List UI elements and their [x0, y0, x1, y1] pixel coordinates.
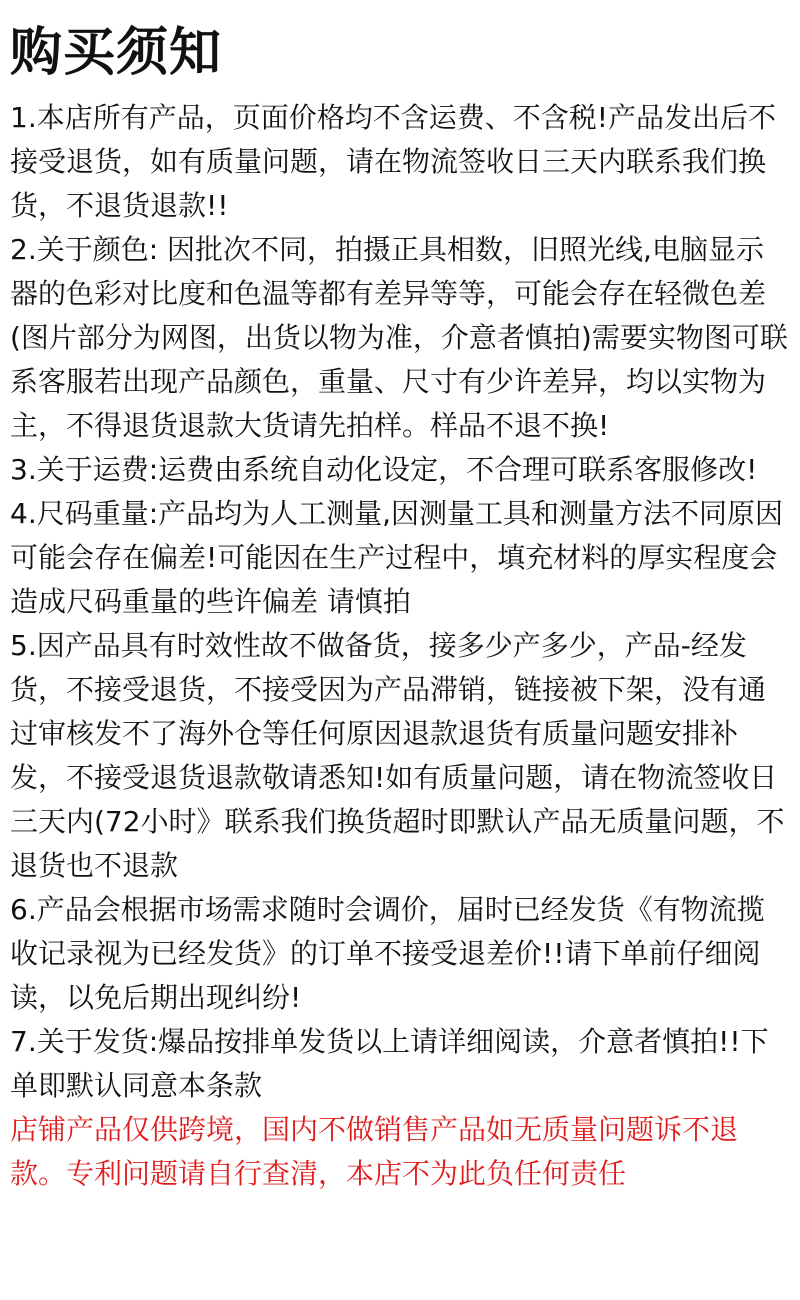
notice-item-7: 7.关于发货:爆品按排单发货以上请详细阅读，介意者慎拍!!下单即默认同意本条款	[10, 1025, 769, 1102]
page-title: 购买须知	[10, 23, 223, 83]
notice-item-3: 3.关于运费:运费由系统自动化设定，不合理可联系客服修改!	[10, 453, 758, 486]
red-warning-note: 店铺产品仅供跨境，国内不做销售产品如无质量问题诉不退款。专利问题请自行查清，本店不为此负任何责任	[10, 1113, 739, 1190]
notice-item-5: 5.因产品具有时效性故不做备货，接多少产多少，产品-经发货，不接受退货，不接受因为产品滞销，链接被下架，没有通过审核发不了海外仓等任何原因退款退货有质量问题安排补发，不接受退货退款敬请悉知!如有质量问题，请在物流签收日三天内(72小时》联系我们换货超时即默认产品无质量问题，不退货也不退款	[10, 629, 785, 882]
notice-item-4: 4.尺码重量:产品均为人工测量,因测量工具和测量方法不同原因可能会存在偏差!可能因在生产过程中，填充材料的厚实程度会造成尺码重量的些许偏差 请慎拍	[10, 497, 784, 618]
notice-item-6: 6.产品会根据市场需求随时会调价，届时已经发货《有物流揽收记录视为已经发货》的订单不接受退差价!!请下单前仔细阅读，以免后期出现纠纷!	[10, 893, 765, 1014]
notice-item-1: 1.本店所有产品，页面价格均不含运费、不含税!产品发出后不接受退货，如有质量问题，请在物流签收日三天内联系我们换货，不退货退款!!	[10, 101, 776, 222]
notice-list	[10, 96, 790, 1108]
notice-item-2: 2.关于颜色: 因批次不同，拍摄正具相数，旧照光线,电脑显示器的色彩对比度和色温等都有差异等等，可能会存在轻微色差(图片部分为网图，出货以物为准，介意者慎拍)需要实物图可联系客服若出现产品颜色，重量、尺寸有少许差异，均以实物为主，不得退货退款大货请先拍样。样品不退不换!	[10, 233, 788, 442]
